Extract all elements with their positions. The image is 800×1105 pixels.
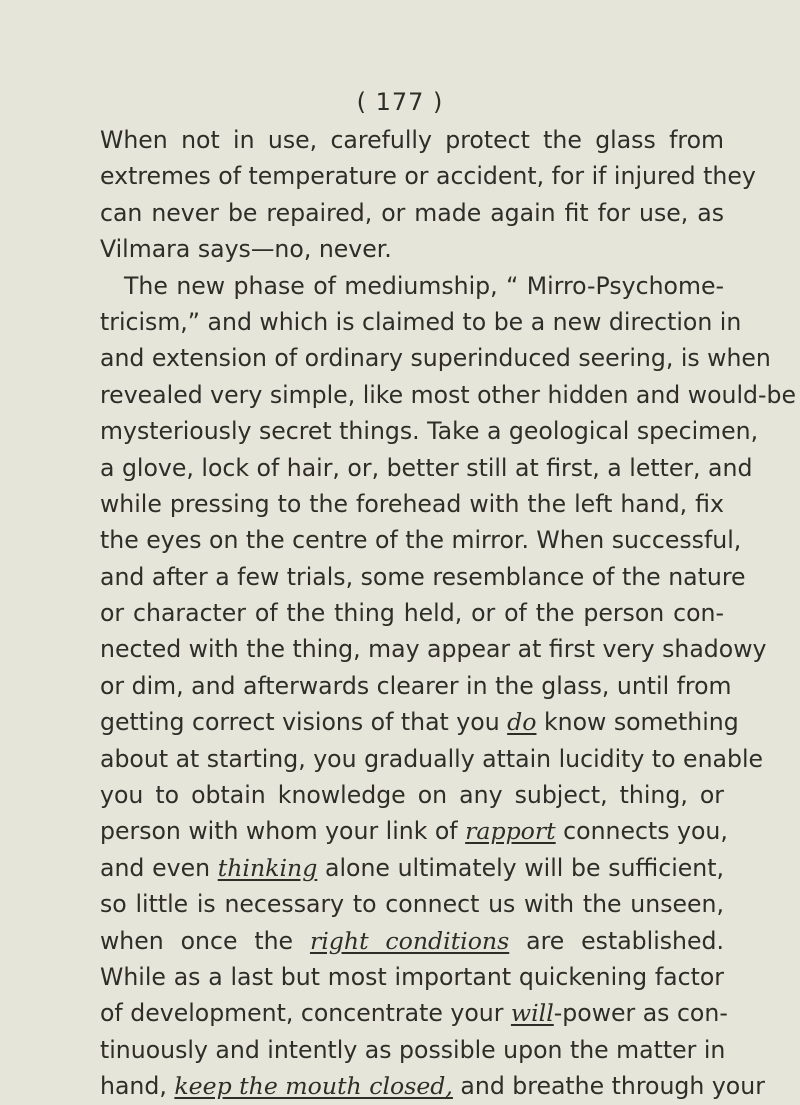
text-line-9: mysteriously secret things. Take a geological specimen,	[100, 417, 759, 446]
text-line-13: and after a few trials, some resemblance of the nature	[100, 562, 746, 591]
text-line-2: extremes of temperature or accident, for if injured they	[100, 162, 756, 191]
text-line-19: you to obtain knowledge on any subject, thing, or	[100, 781, 724, 810]
text-line-1: When not in use, carefully protect the glass from	[100, 126, 724, 154]
page-number: ( 177 )	[356, 88, 444, 116]
emphasized-phrase: rapport	[465, 817, 556, 846]
emphasized-phrase: right conditions	[309, 926, 510, 955]
text-line-20: person with whom your link of rapport connects you,	[100, 817, 728, 846]
text-line-5: The new phase of mediumship, “ Mirro-Psychome-	[124, 271, 724, 300]
text-line-4: Vilmara says—no, never.	[100, 235, 392, 264]
body-text	[100, 122, 797, 1105]
text-line-23: when once the right conditions are established.	[100, 926, 724, 955]
text-line-21: and even thinking alone ultimately will be sufficient,	[100, 853, 724, 882]
text-line-3: can never be repaired, or made again fit for use, as	[100, 198, 724, 227]
text-line-24: While as a last but most important quickening factor	[100, 962, 724, 991]
emphasized-phrase: do	[507, 708, 537, 737]
text-line-12: the eyes on the centre of the mirror. When successful,	[100, 526, 742, 555]
text-line-15: nected with the thing, may appear at first very shadowy	[100, 635, 767, 664]
text-line-7: and extension of ordinary superinduced seering, is when	[100, 344, 771, 373]
text-line-17: getting correct visions of that you do know something	[100, 708, 739, 737]
text-line-25: of development, concentrate your will-power as con-	[100, 999, 728, 1028]
text-line-6: tricism,” and which is claimed to be a new direction in	[100, 307, 742, 336]
text-line-18: about at starting, you gradually attain lucidity to enable	[100, 744, 764, 773]
text-line-10: a glove, lock of hair, or, better still at first, a letter, and	[100, 453, 753, 482]
emphasized-phrase: will	[510, 999, 554, 1028]
text-line-27: hand, keep the mouth closed, and breathe through your	[100, 1072, 765, 1101]
text-line-26: tinuously and intently as possible upon the matter in	[100, 1035, 726, 1064]
emphasized-phrase: keep the mouth closed,	[174, 1072, 453, 1101]
emphasized-phrase: thinking	[217, 853, 318, 882]
text-line-22: so little is necessary to connect us with the unseen,	[100, 890, 724, 919]
text-line-14: or character of the thing held, or of the person con-	[100, 599, 724, 628]
text-line-8: revealed very simple, like most other hidden and would-be	[100, 380, 797, 409]
text-line-11: while pressing to the forehead with the left hand, fix	[100, 489, 724, 518]
text-line-16: or dim, and afterwards clearer in the glass, until from	[100, 671, 732, 700]
